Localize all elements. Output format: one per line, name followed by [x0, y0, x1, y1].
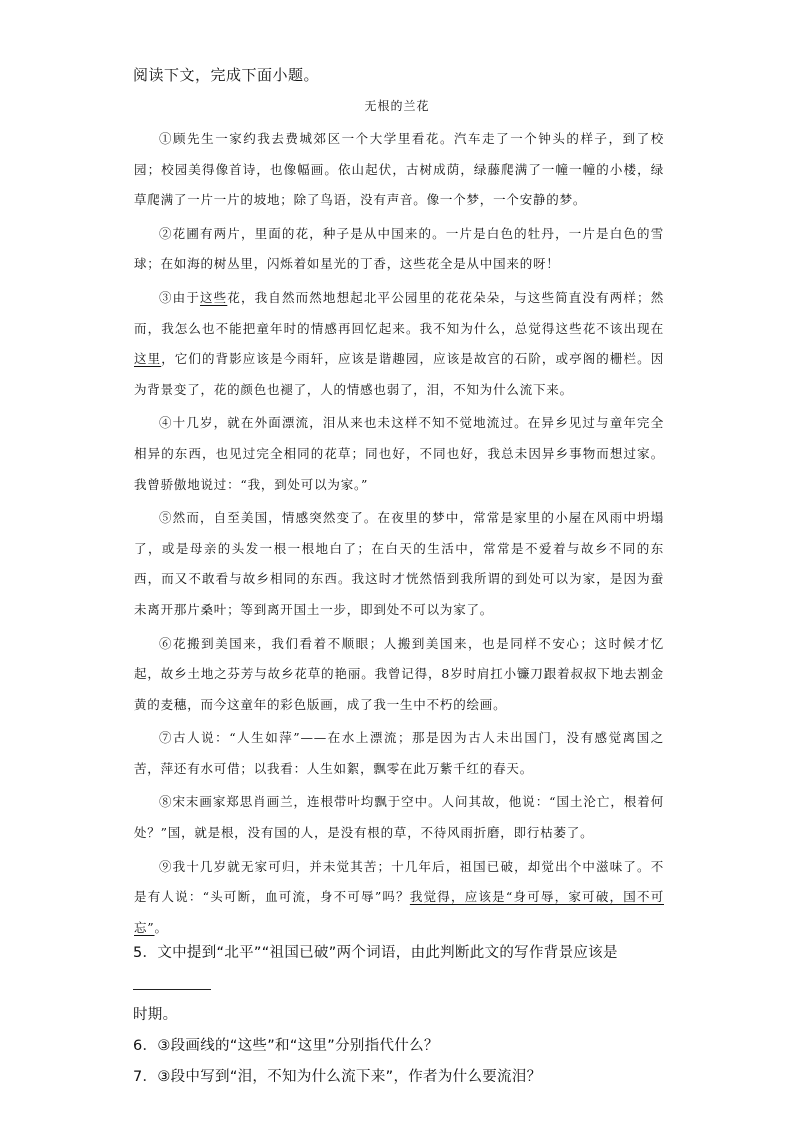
paragraph-9-text-a: ⑨我十几岁就无家可归，并未觉其苦；十几年后，祖国已破，却觉出个中滋味了。不是有人说：“头可断，血可流，身不可辱”吗？ [134, 858, 664, 905]
question-5-text: 5．文中提到“北平”“祖国已破”两个词语，由此判断此文的写作背景应该是 [133, 945, 618, 961]
paragraph-5: ⑤然而，自至美国，情感突然变了。在夜里的梦中，常常是家里的小屋在风雨中坍塌了，或是母亲的头发一根一根地白了；在白天的生活中，常常是不爱着与故乡不同的东西，而又不敢看与故乡相同的东西。我这时才恍然悟到我所谓的到处可以为家，是因为蚕未离开那片桑叶；等到离开国土一步，即到处不可以为家了。 [134, 510, 664, 617]
paragraph-9 [134, 852, 664, 944]
paragraph-3-text-b: 花，我自然而然地想起北平公园里的花花朵朵，与这些简直没有两样；然而，我怎么也不能把童年时的情感再回忆起来。我不知为什么，总觉得这些花不该出现在 [134, 289, 665, 336]
question-6: 6．③段画线的“这些”和“这里”分别指代什么？ [133, 1038, 439, 1054]
paragraph-6: ⑥花搬到美国来，我们看着不顺眼；人搬到美国来，也是同样不安心；这时候才忆起，故乡土地之芬芳与故乡花草的艳丽。我曾记得，8岁时肩扛小镰刀跟着叔叔下地去割金黄的麦穗，而今这童年的彩色版画，成了我一生中不朽的绘画。 [134, 635, 664, 712]
paragraph-2: ②花圃有两片，里面的花，种子是从中国来的。一片是白色的牡丹，一片是白色的雪球；在如海的树丛里，闪烁着如星光的丁香，这些花全是从中国来的呀！ [134, 225, 664, 272]
paragraph-9-text-b: 。 [154, 919, 168, 935]
paragraph-3 [134, 283, 664, 405]
question-list [133, 938, 673, 1093]
underlined-final-sentence: 我觉得，应该是“身可辱，家可破，国不可忘” [134, 889, 664, 935]
paragraph-3-text-a: ③由于 [159, 289, 200, 305]
question-7: 7．③段中写到“泪，不知为什么流下来”，作者为什么要流泪？ [133, 1069, 542, 1085]
paragraph-7: ⑦古人说：“人生如萍”——在水上漂流；那是因为古人未出国门，没有感觉离国之苦，萍还有水可借；以我看：人生如絮，飘零在此万紫千红的春天。 [134, 730, 664, 776]
answer-blank[interactable] [133, 973, 211, 990]
paragraph-8: ⑧宋末画家郑思肖画兰，连根带叶均飘于空中。人问其故，他说：“国土沦亡，根着何处？”国，就是根，没有国的人，是没有根的草，不待风雨折磨，即行枯萎了。 [134, 794, 664, 841]
instruction-text: 阅读下文，完成下面小题。 [133, 66, 320, 84]
article-body [134, 124, 664, 946]
paragraph-3-text-c: ，它们的背影应该是今雨轩，应该是谐趣园，应该是故宫的石阶，或亭阁的栅栏。因为背景变了，花的颜色也褪了，人的情感也弱了，泪，不知为什么流下来。 [134, 351, 664, 397]
underlined-zheli: 这里 [134, 351, 162, 367]
article-title: 无根的兰花 [364, 99, 430, 113]
paragraph-1: ①顾先生一家约我去费城郊区一个大学里看花。汽车走了一个钟头的样子，到了校园；校园美得像首诗，也像幅画。依山起伏，古树成荫，绿藤爬满了一幢一幢的小楼，绿草爬满了一片一片的坡地；除了鸟语，没有声音。像一个梦，一个安静的梦。 [134, 131, 664, 208]
question-5 [133, 938, 673, 1031]
underlined-zhexie: 这些 [199, 289, 228, 305]
question-5-tail: 时期。 [133, 1007, 178, 1023]
paragraph-4: ④十几岁，就在外面漂流，泪从来也未这样不知不觉地流过。在异乡见过与童年完全相异的东西，也见过完全相同的花草；同也好，不同也好，我总未因异乡事物而想过家。我曾骄傲地说过：“我，到处可以为家。” [134, 415, 664, 492]
